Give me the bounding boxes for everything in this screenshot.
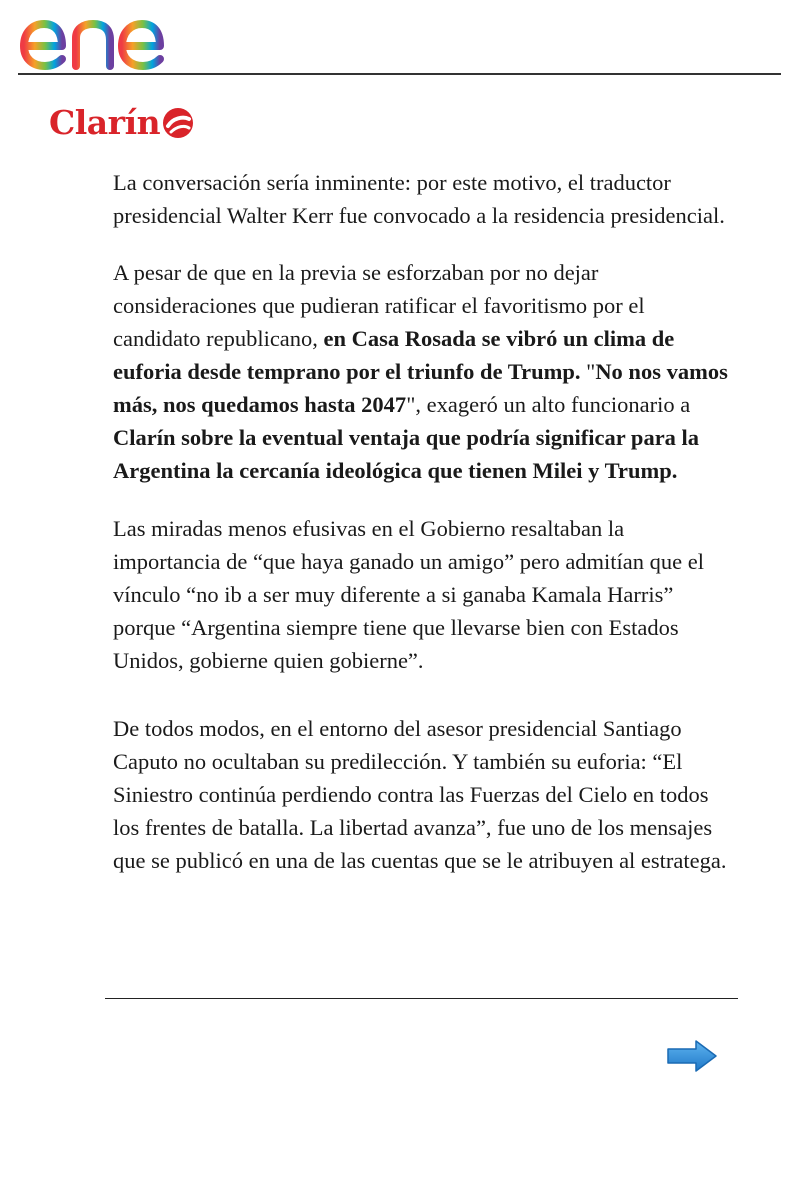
article-end-divider	[105, 998, 738, 999]
bold-text-run: en Casa Rosada se vibró un clima de euforia desde temprano por el triunfo de Trump.	[113, 326, 675, 384]
article-paragraph	[113, 166, 733, 232]
bold-text-run: Clarín sobre la eventual ventaja que podría significar para la Argentina la cercanía ideológica que tienen Milei y Trump.	[113, 425, 700, 483]
article-paragraph	[113, 712, 733, 877]
text-run: De todos modos, en el entorno del asesor presidencial Santiago Caputo no ocultaban su predilección. Y también su euforia: “El Siniestro continúa perdiendo contra las Fuerzas del Cielo en todos los frentes de batalla. La libertad avanza”, fue uno de los mensajes que se publicó en una de las cuentas que se le atribuyen al estratega.	[113, 716, 727, 873]
enel-logo	[18, 4, 218, 70]
text-run: Las miradas menos efusivas en el Gobierno resaltaban la importancia de “que haya ganado un amigo” pero admitían que el vínculo “no ib a ser muy diferente a si ganaba Kamala Harris” porque “Argentina siempre tiene que llevarse bien con Estados Unidos, gobierne quien gobierne”.	[113, 516, 705, 673]
text-run: "	[580, 359, 596, 384]
enel-ad-banner[interactable]	[18, 4, 218, 70]
clarin-mark-icon	[161, 106, 195, 140]
text-run: ", exageró un alto funcionario a	[406, 392, 691, 417]
text-run: La conversación sería inminente: por este motivo, el traductor presidencial Walter Kerr fue convocado a la residencia presidencial.	[113, 170, 725, 228]
right-arrow-icon	[664, 1038, 720, 1074]
next-page-button[interactable]	[664, 1038, 720, 1074]
article-body	[113, 166, 733, 877]
bold-quote-run: No nos vamos más, nos quedamos hasta 2047	[113, 359, 728, 417]
ad-divider	[18, 73, 781, 75]
clarin-logo[interactable]	[49, 100, 195, 144]
text-run: A pesar de que en la previa se esforzaban por no dejar consideraciones que pudieran ratificar el favoritismo por el candidato republicano,	[113, 260, 645, 351]
enel-logo-text: enel	[18, 4, 20, 5]
brand-name: Clarín	[49, 102, 161, 142]
article-paragraph	[113, 256, 733, 487]
article-paragraph	[113, 512, 733, 677]
